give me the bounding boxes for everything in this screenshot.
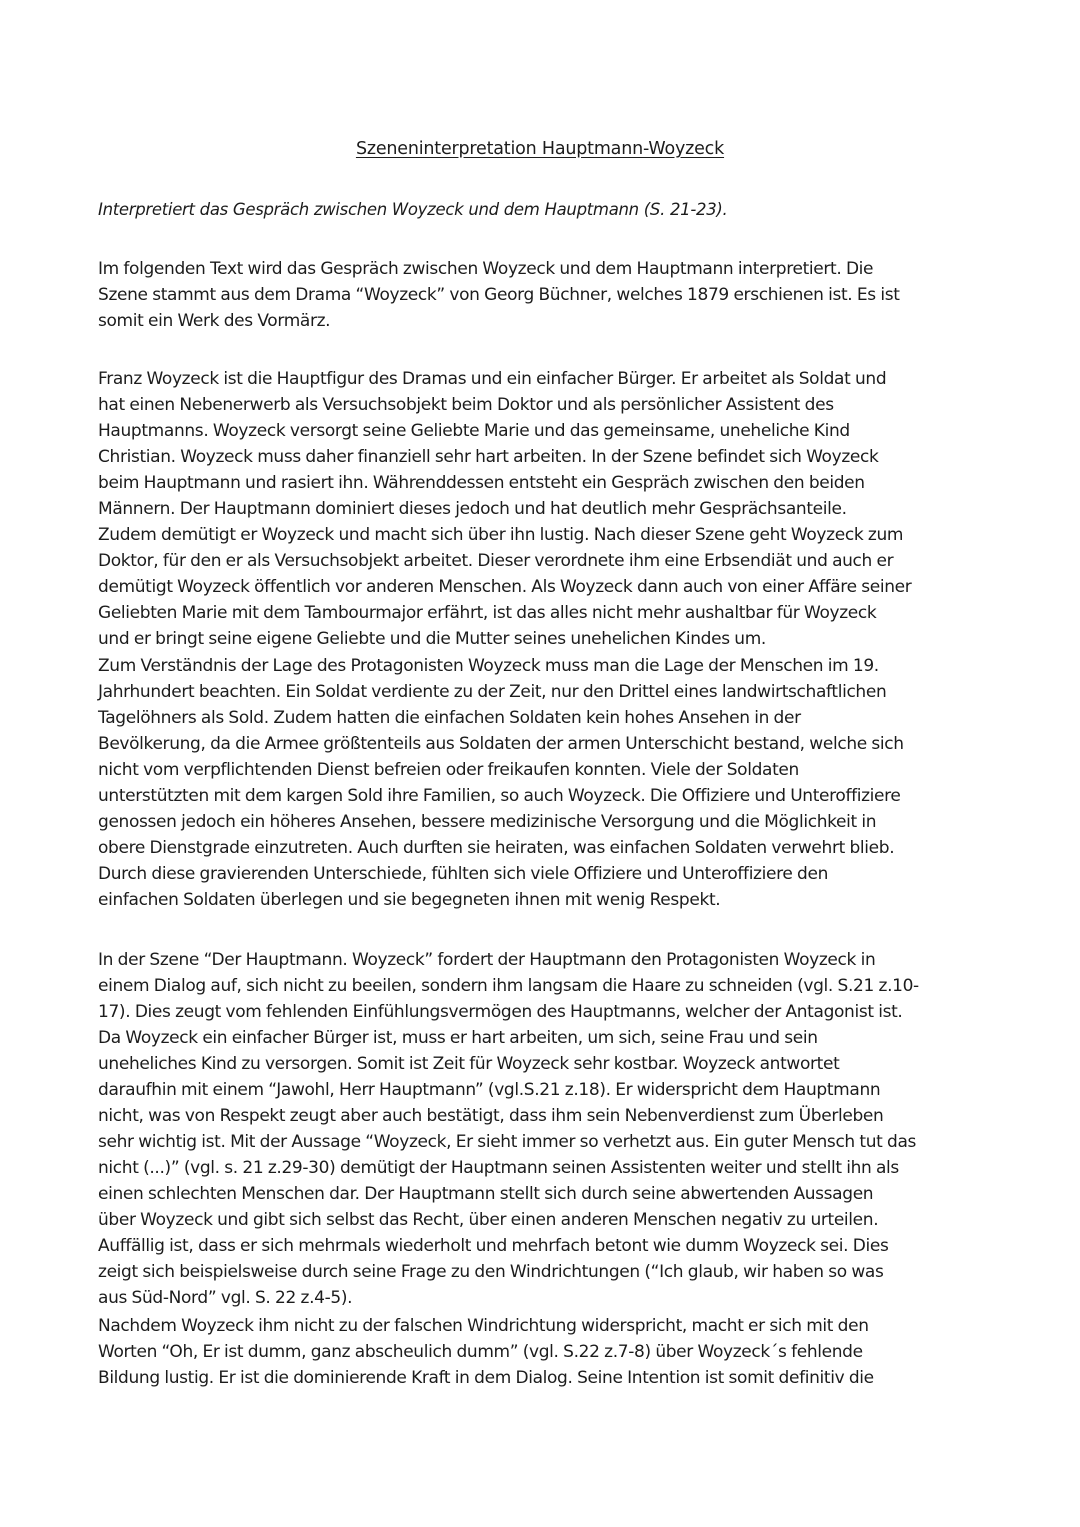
text-line: Bevölkerung, da die Armee größtenteils aus Soldaten der armen Unterschicht bestand, welche sich (98, 734, 904, 754)
text-line: Szene stammt aus dem Drama “Woyzeck” von Georg Büchner, welches 1879 erschienen ist. Es ist (98, 285, 900, 305)
text-line: Hauptmanns. Woyzeck versorgt seine Geliebte Marie und das gemeinsame, uneheliche Kind (98, 421, 850, 441)
text-line: Da Woyzeck ein einfacher Bürger ist, muss er hart arbeiten, um sich, seine Frau und sein (98, 1028, 818, 1048)
paragraph-historical-context (98, 653, 998, 913)
document-title: Szeneninterpretation Hauptmann-Woyzeck (355, 139, 725, 159)
text-line: Christian. Woyzeck muss daher finanziell sehr hart arbeiten. In der Szene befindet sich Woyzeck (98, 447, 879, 467)
text-line: Tagelöhners als Sold. Zudem hatten die einfachen Soldaten kein hohes Ansehen in der (98, 708, 801, 728)
text-line: beim Hauptmann und rasiert ihn. Währenddessen entsteht ein Gespräch zwischen den beiden (98, 473, 865, 493)
task-prompt: Interpretiert das Gespräch zwischen Woyzeck und dem Hauptmann (S. 21-23). (98, 200, 728, 219)
text-line: Durch diese gravierenden Unterschiede, fühlten sich viele Offiziere und Unteroffiziere den (98, 864, 829, 884)
text-line: Worten “Oh, Er ist dumm, ganz abscheulich dumm” (vgl. S.22 z.7-8) über Woyzeck´s fehlende (98, 1342, 863, 1362)
text-line: einem Dialog auf, sich nicht zu beeilen, sondern ihm langsam die Haare zu schneiden (vgl. S.21 z.10- (98, 976, 919, 996)
text-line: nicht vom verpflichtenden Dienst befreien oder freikaufen konnten. Viele der Soldaten (98, 760, 799, 780)
text-line: genossen jedoch ein höheres Ansehen, bessere medizinische Versorgung und die Möglichkeit in (98, 812, 877, 832)
text-line: hat einen Nebenerwerb als Versuchsobjekt beim Doktor und als persönlicher Assistent des (98, 395, 834, 415)
text-line: 17). Dies zeugt vom fehlenden Einfühlungsvermögen des Hauptmanns, welcher der Antagonist ist. (98, 1002, 903, 1022)
text-line: aus Süd-Nord” vgl. S. 22 z.4-5). (98, 1288, 353, 1308)
text-line: sehr wichtig ist. Mit der Aussage “Woyzeck, Er sieht immer so verhetzt aus. Ein guter Mensch tut das (98, 1132, 917, 1152)
text-line: zeigt sich beispielsweise durch seine Frage zu den Windrichtungen (“Ich glaub, wir haben so was (98, 1262, 884, 1282)
text-line: obere Dienstgrade einzutreten. Auch durften sie heiraten, was einfachen Soldaten verwehrt blieb. (98, 838, 895, 858)
paragraph-introduction (98, 256, 998, 334)
text-line: Bildung lustig. Er ist die dominierende Kraft in dem Dialog. Seine Intention ist somit definitiv die (98, 1368, 874, 1388)
text-line: unterstützten mit dem kargen Sold ihre Familien, so auch Woyzeck. Die Offiziere und Unteroffiziere (98, 786, 901, 806)
text-line: uneheliches Kind zu versorgen. Somit ist Zeit für Woyzeck sehr kostbar. Woyzeck antwortet (98, 1054, 840, 1074)
text-line: Franz Woyzeck ist die Hauptfigur des Dramas und ein einfacher Bürger. Er arbeitet als Soldat und (98, 369, 887, 389)
text-line: Zum Verständnis der Lage des Protagonisten Woyzeck muss man die Lage der Menschen im 19. (98, 656, 879, 676)
text-line: Zudem demütigt er Woyzeck und macht sich über ihn lustig. Nach dieser Szene geht Woyzeck zum (98, 525, 904, 545)
text-line: einfachen Soldaten überlegen und sie begegneten ihnen mit wenig Respekt. (98, 890, 721, 910)
text-line: Auffällig ist, dass er sich mehrmals wiederholt und mehrfach betont wie dumm Woyzeck sei. Dies (98, 1236, 889, 1256)
paragraph-scene-analysis-continued (98, 1313, 998, 1391)
text-line: Jahrhundert beachten. Ein Soldat verdiente zu der Zeit, nur den Drittel eines landwirtschaftlichen (98, 682, 887, 702)
paragraph-scene-analysis (98, 947, 998, 1311)
text-line: demütigt Woyzeck öffentlich vor anderen Menschen. Als Woyzeck dann auch von einer Affäre seiner (98, 577, 912, 597)
text-line: daraufhin mit einem “Jawohl, Herr Hauptmann” (vgl.S.21 z.18). Er widerspricht dem Hauptmann (98, 1080, 881, 1100)
text-line: Im folgenden Text wird das Gespräch zwischen Woyzeck und dem Hauptmann interpretiert. Die (98, 259, 874, 279)
text-line: und er bringt seine eigene Geliebte und die Mutter seines unehelichen Kindes um. (98, 629, 766, 649)
text-line: Doktor, für den er als Versuchsobjekt arbeitet. Dieser verordnete ihm eine Erbsendiät und auch er (98, 551, 894, 571)
text-line: einen schlechten Menschen dar. Der Hauptmann stellt sich durch seine abwertenden Aussagen (98, 1184, 874, 1204)
text-line: Geliebten Marie mit dem Tambourmajor erfährt, ist das alles nicht mehr aushaltbar für Woyzeck (98, 603, 877, 623)
text-line: nicht (...)” (vgl. s. 21 z.29-30) demütigt der Hauptmann seinen Assistenten weiter und stellt ihn als (98, 1158, 899, 1178)
text-line: über Woyzeck und gibt sich selbst das Recht, über einen anderen Menschen negativ zu urteilen. (98, 1210, 879, 1230)
paragraph-character-context (98, 366, 998, 652)
text-line: Nachdem Woyzeck ihm nicht zu der falschen Windrichtung widerspricht, macht er sich mit den (98, 1316, 869, 1336)
text-line: Männern. Der Hauptmann dominiert dieses jedoch und hat deutlich mehr Gesprächsanteile. (98, 499, 847, 519)
text-line: somit ein Werk des Vormärz. (98, 311, 331, 331)
text-line: In der Szene “Der Hauptmann. Woyzeck” fordert der Hauptmann den Protagonisten Woyzeck in (98, 950, 876, 970)
text-line: nicht, was von Respekt zeugt aber auch bestätigt, dass ihm sein Nebenverdienst zum Überleben (98, 1106, 884, 1126)
